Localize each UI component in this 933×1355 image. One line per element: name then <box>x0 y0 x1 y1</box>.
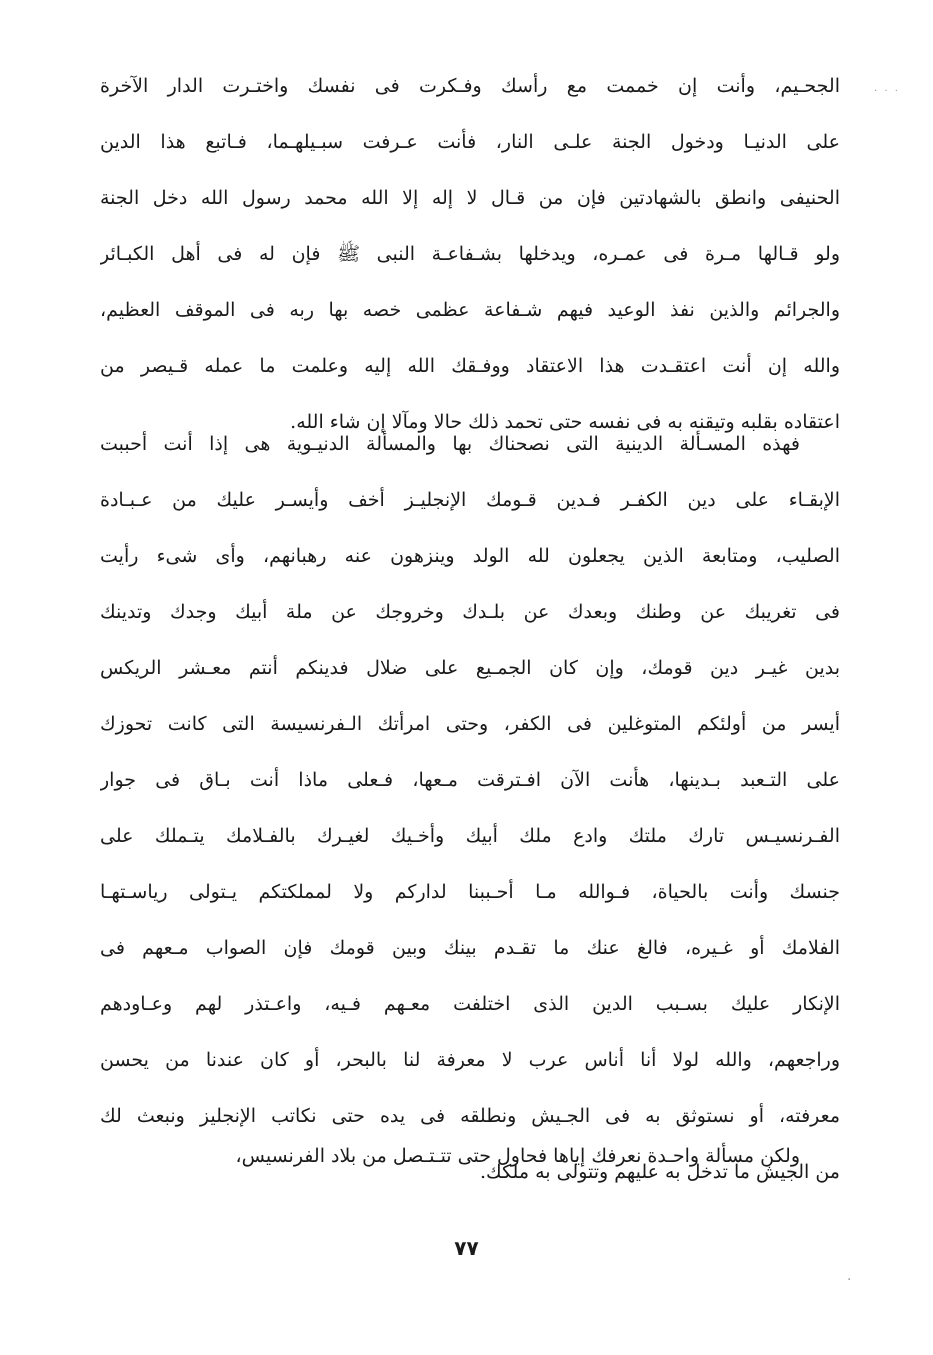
text-line: من الجيش ما تدخل به عليهم وتتولى به ملكك. <box>480 1161 840 1183</box>
text-line: والجرائم والذين نفذ الوعيد فيهم شـفاعة عظمى خصه بها ربه فى الموقف العظيم، <box>100 299 840 321</box>
paragraph-2 <box>100 416 840 1200</box>
text-line: والله إن أنت اعتقـدت هذا الاعتقاد ووفـقك الله إليه وعلمت ما عمله قـيصر من <box>100 355 840 377</box>
text-line: اعتقاده بقلبه وتيقنه به فى نفسه حتى تحمد ذلك حالا ومآلا إن شاء الله. <box>290 411 840 433</box>
text-line: ولكن مسألة واحـدة نعرفك إياها فحاول حتى تتـتـصل من بلاد الفرنسيس، <box>235 1145 800 1167</box>
text-line: الفلامك أو غـيره، فالغ عنك ما تقـدم بينك وبين قومك فإن الصواب مـعهم فى <box>100 937 840 959</box>
text-line: ولو قـالها مـرة فى عمـره، ويدخلها بشـفاعـة النبى ﷺ فإن له فى أهل الكبـائر <box>100 243 840 265</box>
text-line: على الدنيـا ودخول الجنة علـى النار، فأنت عـرفت سبـيلهـما، فـاتبع هذا الدين <box>100 131 840 153</box>
text-line: معرفته، أو نستوثق به فى الجـيش ونطلقه فى يده حتى نكاتب الإنجليز ونبعث لك <box>100 1105 840 1127</box>
text-line: الإبقـاء على دين الكفـر فـدين قـومك الإنجليـز أخف وأيسـر عليك من عـبـادة <box>100 489 840 511</box>
text-line: الإنكار عليك بسـبب الدين الذى اختلفت معـهم فـيه، واعـتذر لهم وعـاودهم <box>100 993 840 1015</box>
text-line: جنسك وأنت بالحياة، فـوالله مـا أحـببنا لداركم ولا لمملكتكم يـتولى رياسـتهـا <box>100 881 840 903</box>
text-line: أيسر من أولئكم المتوغلين فى الكفر، وحتى امرأتك الـفرنسيسة التى كانت تحوزك <box>100 713 840 735</box>
paragraph-1 <box>100 58 840 450</box>
text-line: فهذه المسـألة الدينية التى نصحناك بها والمسألة الدنيـوية هى إذا أنت أحببت <box>100 433 800 455</box>
text-line: فى تغريبك عن وطنك وبعدك عن بلـدك وخروجك عن ملة أبيك وجدك وتدينك <box>100 601 840 623</box>
scan-speck-bottom: · <box>847 1272 854 1288</box>
text-line: الصليب، ومتابعة الذين يجعلون لله الولد وينزهون عنه رهبانهم، وأى شىء رأيت <box>100 545 840 567</box>
text-line: الفـرنسيـس تارك ملتك وادع ملك أبيك وأخـيك لغيـرك بالفـلامك يتـملك على <box>100 825 840 847</box>
text-line: وراجعهم، والله لولا أنا أناس عرب لا معرفة لنا بالبحر، أو كان عندنا من يحسن <box>100 1049 840 1071</box>
paragraph-3 <box>100 1128 840 1184</box>
text-line: على التـعبد بـدينها، هأنت الآن افـترقت مـعها، فـعلى ماذا أنت بـاق فى جوار <box>100 769 840 791</box>
text-line: الجحـيم، وأنت إن خممت مع رأسك وفـكرت فى نفسك واختـرت الدار الآخرة <box>100 75 840 97</box>
text-line: الحنيفى وانطق بالشهادتين فإن من قـال لا إله إلا الله محمد رسول الله دخل الجنة <box>100 187 840 209</box>
scan-speck-top: · · · <box>874 86 900 97</box>
page-number: ٧٧ <box>454 1236 479 1260</box>
text-line: بدين غيـر دين قومك، وإن كان الجمـيع على ضلال فدينكم أنتم معـشر الريكس <box>100 657 840 679</box>
